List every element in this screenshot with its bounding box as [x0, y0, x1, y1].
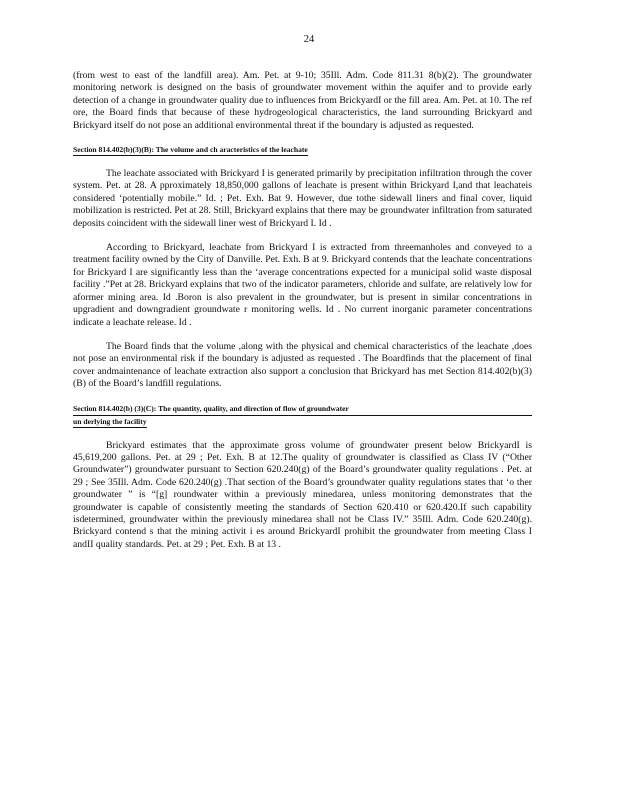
paragraph-leachate-extraction: According to Brickyard, leachate from Brickyard I is extracted from threemanholes and conveyed to a treatment facility owned by the City of Danville. Pet. Exh. B at 9. Brickyard contends that the leachate concentrations for Brickyard I are significantly less than the ‘average concentrations expected for a municipal solid waste disposal facility .”Pet at 28. Brickyard explains that two of the indicator parameters, chloride and sulfate, are relatively low for aformer mining area. Id .Boron is also prevalent in the groundwater, but is present in similar concentrations in upgradient and downgradient groundwate r monitoring wells. Id . No current inorganic parameter concentrations indicate a leachate release. Id . [73, 242, 532, 328]
document-body [73, 70, 532, 551]
section-heading-leachate [73, 144, 532, 156]
section-heading-leachate-text: Section 814.402(b)(3)(B): The volume and ch aracteristics of the leachate [73, 145, 308, 155]
paragraph-board-finding-leachate: The Board finds that the volume ,along with the physical and chemical characteristics of the leachate ,does not pose an environmental risk if the boundary is adjusted as requested . The Boardfinds that the placement of final cover andmaintenance of leachate extraction also support a conclusion that Brickyard has met Section 814.402(b)(3)(B) of the Board’s landfill regulations. [73, 340, 532, 390]
paragraph-landfill-area: (from west to east of the landfill area). Am. Pet. at 9-10; 35Ill. Adm. Code 811.31 8(b)(2). The groundwater monitoring network is designed on the basis of groundwater movement within the aquifer and to provide early detection of a change in groundwater quality due to influences from BrickyardI or the fill area. Am. Pet. at 10. The ref ore, the Board finds that because of these hydrogeological characteristics, the land surrounding Brickyard and Brickyard itself do not pose an additional environmental threat if the boundary is adjusted as requested. [73, 70, 532, 131]
paragraph-leachate-generation: The leachate associated with Brickyard I is generated primarily by precipitation infiltration through the cover system. Pet. at 28. A pproximately 18,850,000 gallons of leachate is present within Brickyard I,and that leachateis considered ‘potentially mobile.” Id. ; Pet. Exh. Bat 9. However, due tothe sidewall liners and final cover, liquid mobilization is restricted. Pet at 28. Still, Brickyard explains that there may be groundwater infiltration from saturated deposits coincident with the sidewall liner west of Brickyard I. Id . [73, 168, 532, 229]
section-heading-groundwater-cont [73, 416, 532, 428]
page-number: 24 [303, 34, 315, 45]
section-heading-groundwater-cont-text: un derlying the facility [73, 416, 147, 426]
section-heading-groundwater: Section 814.402(b) (3)(C): The quantity, quality, and direction of flow of groundwater [73, 403, 532, 416]
paragraph-groundwater-volume: Brickyard estimates that the approximate gross volume of groundwater present below BrickyardI is 45,619,200 gallons. Pet. at 29 ; Pet. Exh. B at 12.The quality of groundwater is classified as Class IV (“Other Groundwater”) groundwater pursuant to Section 620.240(g) of the Board’s groundwater quality regulations . Pet. at 29 ; See 35Ill. Adm. Code 620.240(g) .That section of the Board’s groundwater quality regulations states that ‘o ther groundwater ” is “[g] roundwater within a previously minedarea, unless monitoring demonstrates that the groundwater is capable of consistently meeting the standards of Section 620.410 or 620.420.If such capability isdetermined, groundwater within the previously minedarea shall not be Class IV.” 35Ill. Adm. Code 620.240(g). Brickyard contend s that the mining activit i es around BrickyardI prohibit the groundwater from meeting Class I andII quality standards. Pet. at 29 ; Pet. Exh. B at 13 . [73, 439, 532, 550]
